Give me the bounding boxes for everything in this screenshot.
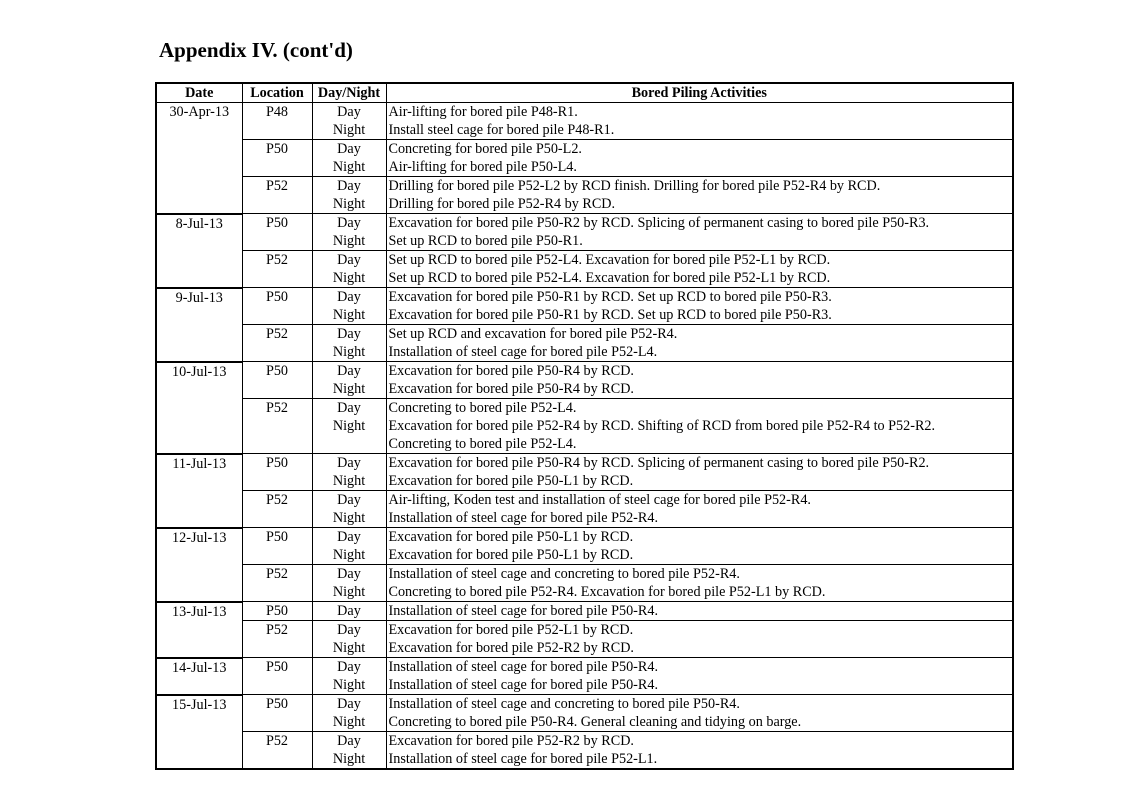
shift-cell: Night [312,269,386,288]
shift-cell: Night [312,472,386,491]
table-row [156,658,1013,677]
date-cell: 30-Apr-13 [156,103,242,214]
activity-cell: Excavation for bored pile P50-R1 by RCD. Set up RCD to bored pile P50-R3. [386,306,1013,325]
activity-cell: Excavation for bored pile P52-R2 by RCD. [386,732,1013,751]
header-date: Date [156,83,242,103]
table-row [156,214,1013,233]
shift-cell: Day [312,528,386,547]
shift-cell: Night [312,232,386,251]
shift-cell: Day [312,602,386,621]
location-cell: P52 [242,399,312,454]
activity-cell: Concreting to bored pile P50-R4. General cleaning and tidying on barge. [386,713,1013,732]
table-row [156,454,1013,473]
activity-cell: Drilling for bored pile P52-R4 by RCD. [386,195,1013,214]
header-day-night: Day/Night [312,83,386,103]
activity-cell: Concreting to bored pile P52-R4. Excavation for bored pile P52-L1 by RCD. [386,583,1013,602]
table-row [156,528,1013,547]
date-cell: 10-Jul-13 [156,362,242,454]
date-cell: 8-Jul-13 [156,214,242,288]
activity-cell: Concreting to bored pile P52-L4. [386,399,1013,418]
location-cell: P50 [242,140,312,177]
table-row [156,491,1013,510]
shift-cell: Day [312,103,386,122]
shift-cell: Day [312,140,386,159]
table-row [156,695,1013,714]
location-cell: P52 [242,325,312,362]
shift-cell: Day [312,288,386,307]
activity-cell: Set up RCD to bored pile P50-R1. [386,232,1013,251]
table-row [156,565,1013,584]
activity-cell: Concreting for bored pile P50-L2. [386,140,1013,159]
bored-piling-table [155,82,1014,770]
location-cell: P52 [242,565,312,602]
location-cell: P50 [242,214,312,251]
activity-cell: Air-lifting, Koden test and installation of steel cage for bored pile P52-R4. [386,491,1013,510]
activity-cell: Installation of steel cage and concreting to bored pile P50-R4. [386,695,1013,714]
shift-cell: Night [312,380,386,399]
activity-cell: Air-lifting for bored pile P50-L4. [386,158,1013,177]
table-row [156,621,1013,640]
shift-cell: Night [312,713,386,732]
activity-cell: Installation of steel cage for bored pile P52-R4. [386,509,1013,528]
shift-cell: Day [312,491,386,510]
date-cell: 15-Jul-13 [156,695,242,770]
shift-cell: Night [312,121,386,140]
date-cell: 9-Jul-13 [156,288,242,362]
activity-cell: Set up RCD to bored pile P52-L4. Excavation for bored pile P52-L1 by RCD. [386,269,1013,288]
location-cell: P50 [242,454,312,491]
shift-cell: Night [312,583,386,602]
activity-cell: Excavation for bored pile P52-R4 by RCD. Shifting of RCD from bored pile P52-R4 to P52-R2. [386,417,1013,435]
activity-cell: Installation of steel cage for bored pile P52-L1. [386,750,1013,769]
shift-cell: Night [312,750,386,769]
shift-cell: Day [312,658,386,677]
activity-cell: Installation of steel cage and concreting to bored pile P52-R4. [386,565,1013,584]
shift-cell: Night [312,343,386,362]
table-row [156,362,1013,381]
table-body [156,103,1013,770]
shift-cell: Day [312,362,386,381]
activity-cell: Air-lifting for bored pile P48-R1. [386,103,1013,122]
location-cell: P50 [242,528,312,565]
activity-cell: Set up RCD to bored pile P52-L4. Excavation for bored pile P52-L1 by RCD. [386,251,1013,270]
activity-cell: Excavation for bored pile P50-R4 by RCD. [386,362,1013,381]
activity-cell: Excavation for bored pile P50-L1 by RCD. [386,546,1013,565]
location-cell: P50 [242,288,312,325]
shift-cell: Night [312,509,386,528]
shift-cell: Night [312,417,386,435]
activity-cell: Installation of steel cage for bored pile P52-L4. [386,343,1013,362]
activity-cell: Excavation for bored pile P50-R4 by RCD. Splicing of permanent casing to bored pile P50-R2. [386,454,1013,473]
location-cell: P50 [242,695,312,732]
table-row [156,103,1013,122]
date-cell: 14-Jul-13 [156,658,242,695]
activity-cell: Installation of steel cage for bored pile P50-R4. [386,676,1013,695]
activity-cell: Excavation for bored pile P50-R2 by RCD. Splicing of permanent casing to bored pile P50-R3. [386,214,1013,233]
header-location: Location [242,83,312,103]
shift-cell: Day [312,177,386,196]
shift-cell: Day [312,251,386,270]
location-cell: P52 [242,491,312,528]
activity-cell: Installation of steel cage for bored pile P50-R4. [386,658,1013,677]
date-cell: 13-Jul-13 [156,602,242,658]
shift-cell: Day [312,565,386,584]
location-cell: P52 [242,177,312,214]
shift-cell: Day [312,695,386,714]
table-header-row [156,83,1013,103]
activity-cell: Concreting to bored pile P52-L4. [386,435,1013,454]
table-row [156,325,1013,344]
shift-cell: Night [312,158,386,177]
location-cell: P52 [242,621,312,658]
activity-cell: Install steel cage for bored pile P48-R1. [386,121,1013,140]
table-row [156,732,1013,751]
shift-cell: Night [312,639,386,658]
table-row [156,288,1013,307]
table-row [156,140,1013,159]
shift-cell: Day [312,732,386,751]
activity-cell: Excavation for bored pile P50-L1 by RCD. [386,472,1013,491]
location-cell: P48 [242,103,312,140]
activity-cell: Installation of steel cage for bored pile P50-R4. [386,602,1013,621]
shift-cell [312,435,386,454]
table-row [156,602,1013,621]
shift-cell: Night [312,306,386,325]
date-cell: 12-Jul-13 [156,528,242,602]
activity-cell: Excavation for bored pile P52-L1 by RCD. [386,621,1013,640]
shift-cell: Day [312,454,386,473]
activity-cell: Excavation for bored pile P50-L1 by RCD. [386,528,1013,547]
date-cell: 11-Jul-13 [156,454,242,528]
shift-cell: Day [312,621,386,640]
shift-cell: Night [312,676,386,695]
activity-cell: Excavation for bored pile P50-R1 by RCD. Set up RCD to bored pile P50-R3. [386,288,1013,307]
shift-cell: Day [312,325,386,344]
activity-cell: Drilling for bored pile P52-L2 by RCD finish. Drilling for bored pile P52-R4 by RCD. [386,177,1013,196]
location-cell: P50 [242,602,312,621]
activity-cell: Excavation for bored pile P50-R4 by RCD. [386,380,1013,399]
shift-cell: Night [312,546,386,565]
location-cell: P50 [242,658,312,695]
shift-cell: Day [312,399,386,418]
shift-cell: Day [312,214,386,233]
header-activities: Bored Piling Activities [386,83,1013,103]
activity-cell: Set up RCD and excavation for bored pile P52-R4. [386,325,1013,344]
location-cell: P52 [242,732,312,770]
table-row [156,399,1013,418]
location-cell: P52 [242,251,312,288]
page-title: Appendix IV. (cont'd) [159,38,353,62]
location-cell: P50 [242,362,312,399]
table-row [156,251,1013,270]
shift-cell: Night [312,195,386,214]
table-row [156,177,1013,196]
activity-cell: Excavation for bored pile P52-R2 by RCD. [386,639,1013,658]
